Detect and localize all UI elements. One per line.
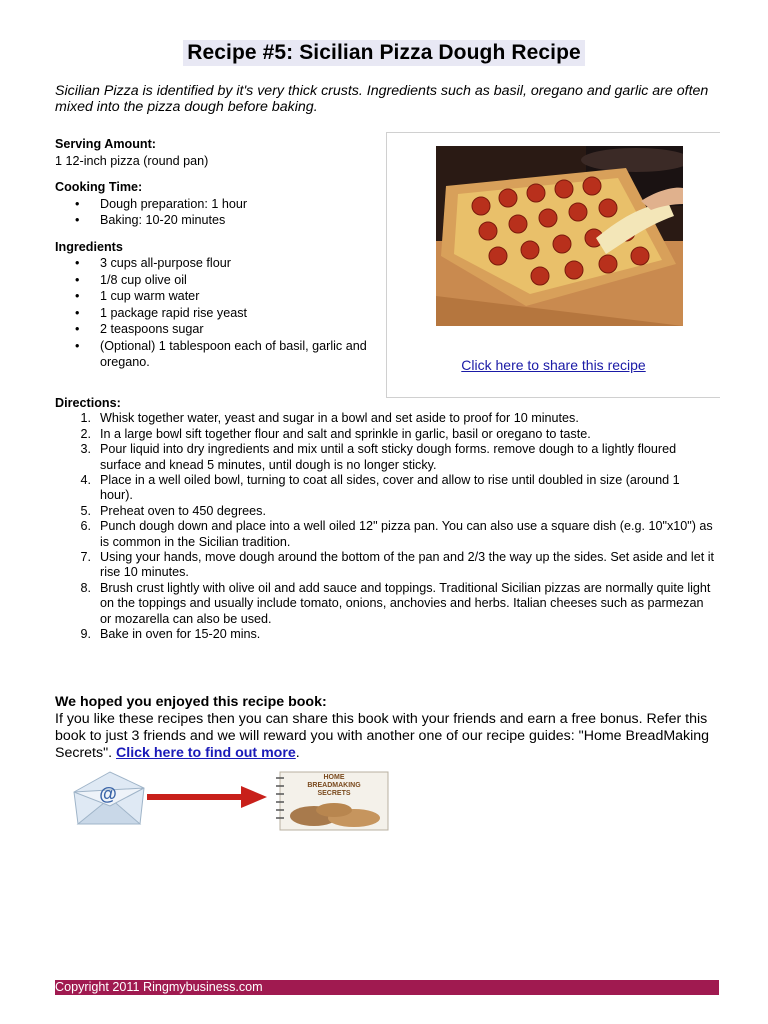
ingredients-list	[55, 255, 385, 371]
list-item: • 1 cup warm water	[55, 288, 385, 305]
list-item: • (Optional) 1 tablespoon each of basil, garlic and oregano.	[55, 338, 385, 371]
find-out-more-link[interactable]: Click here to find out more	[116, 745, 296, 761]
serving-value: 1 12-inch pizza (round pan)	[55, 153, 209, 168]
recipe-info	[55, 136, 385, 381]
bonus-heading: We hoped you enjoyed this recipe book:	[55, 694, 327, 710]
step-number: 3.	[80, 442, 91, 457]
share-box	[386, 132, 720, 398]
list-item	[55, 473, 715, 504]
list-item: • 3 cups all-purpose flour	[55, 255, 385, 272]
list-item	[55, 627, 715, 642]
pizza-image	[436, 146, 683, 326]
bonus-end: .	[295, 745, 300, 761]
bonus-section	[55, 694, 725, 762]
step-text: Punch dough down and place into a well oiled 12" pizza pan. You can also use a square dish (e.g. 10"x10") as is common in the Sicilian tradition.	[100, 519, 713, 549]
book-cover-image	[270, 770, 394, 832]
list-item	[55, 519, 715, 550]
list-item: • 1 package rapid rise yeast	[55, 305, 385, 322]
ingredients-heading: Ingredients	[55, 239, 123, 254]
serving-heading: Serving Amount:	[55, 137, 156, 151]
step-text: In a large bowl sift together flour and salt and sprinkle in garlic, basil or oregano to taste.	[100, 426, 591, 441]
list-item	[55, 442, 715, 473]
step-number: 5.	[80, 503, 91, 518]
book-title	[280, 774, 388, 798]
footer-copyright: Copyright 2011 Ringmybusiness.com	[55, 980, 719, 995]
list-item: • 2 teaspoons sugar	[55, 321, 385, 338]
step-number: 8.	[80, 580, 91, 595]
book-title-line: BREADMAKING	[307, 782, 361, 789]
step-text: Using your hands, move dough around the bottom of the pan and 2/3 the way up the sides. Set aside and let it rise 10 minutes.	[100, 550, 715, 580]
cooking-list	[55, 196, 385, 229]
cooking-heading: Cooking Time:	[55, 180, 143, 194]
list-item	[55, 504, 715, 519]
list-item	[55, 427, 715, 442]
step-number: 4.	[80, 473, 91, 488]
step-number: 6.	[80, 519, 91, 534]
step-number: 2.	[80, 426, 91, 441]
directions-section	[55, 396, 715, 643]
list-item: • Dough preparation: 1 hour	[55, 196, 385, 213]
share-recipe-link[interactable]: Click here to share this recipe	[461, 357, 646, 373]
arrow-icon	[147, 786, 267, 808]
step-number: 9.	[80, 627, 91, 642]
bonus-text: If you like these recipes then you can share this book with your friends and earn a free bonus. Refer this book to just 3 friends and we will reward you with another one of our recipe guides: "Home BreadMaking Secrets".	[55, 711, 710, 761]
book-title-line: HOME	[323, 774, 345, 781]
page-title: Recipe #5: Sicilian Pizza Dough Recipe	[183, 40, 585, 66]
step-text: Pour liquid into dry ingredients and mix until a soft sticky dough forms. remove dough to a lightly floured surface and knead 5 minutes, until dough is no longer sticky.	[100, 442, 677, 472]
list-item	[55, 411, 715, 426]
svg-text:@: @	[99, 784, 117, 804]
directions-heading: Directions:	[55, 396, 121, 410]
email-envelope-icon	[70, 770, 148, 826]
step-number: 1.	[80, 411, 91, 426]
list-item	[55, 581, 715, 627]
list-item: • 1/8 cup olive oil	[55, 272, 385, 289]
step-text: Bake in oven for 15-20 mins.	[100, 627, 261, 642]
step-text: Preheat oven to 450 degrees.	[100, 503, 266, 518]
list-item	[55, 550, 715, 581]
step-number: 7.	[80, 550, 91, 565]
step-text: Brush crust lightly with olive oil and add sauce and toppings. Traditional Sicilian pizzas are normally quite light on the toppings and usually include tomato, onions, anchovies and herbs. Italian cheeses such as parmezan or mozarella can also be used.	[100, 580, 711, 626]
book-title-line: SECRETS	[317, 790, 351, 797]
list-item: • Baking: 10-20 minutes	[55, 212, 385, 229]
bonus-text-block	[55, 711, 725, 762]
intro-paragraph: Sicilian Pizza is identified by it's very thick crusts. Ingredients such as basil, oregano and garlic are often mixed into the pizza dough before baking.	[55, 83, 709, 115]
directions-list	[55, 411, 715, 642]
step-text: Place in a well oiled bowl, turning to coat all sides, cover and allow to rise until doubled in size (around 1 hour).	[100, 473, 680, 503]
title-wrap	[0, 40, 768, 66]
step-text: Whisk together water, yeast and sugar in a bowl and set aside to proof for 10 minutes.	[100, 411, 579, 426]
